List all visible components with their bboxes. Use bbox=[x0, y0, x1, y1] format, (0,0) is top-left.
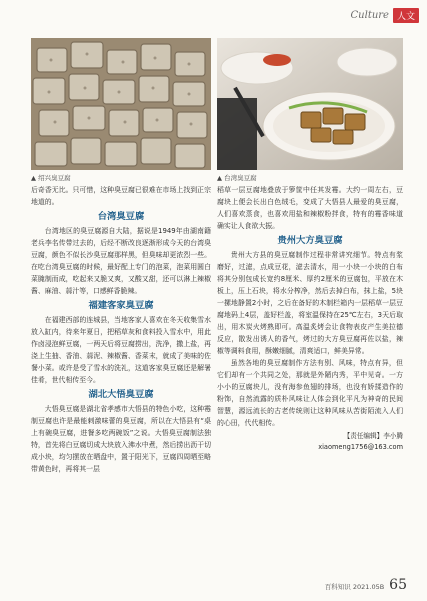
paragraph: 虽然各地的臭豆腐制作方法有别、风味，特点有异，但它们却有一个共同之处，那就是外陋内秀，平中见奇。一方小小的豆腐块儿，没有海参鱼翅的排场，也没有娇揉造作的粉饰，自然流露的质朴风味让人体会到化平凡为神奇的民间智慧，源远流长的古老传统则让这种风味从苦街陌流入人们的心田，代代相传。 bbox=[217, 359, 403, 427]
page-footer bbox=[325, 577, 407, 593]
photo-caption-left: ▲ 绍兴臭豆腐 bbox=[31, 174, 71, 182]
paragraph: 大悟臭豆腐是湖北省孝感市大悟县的特色小吃，这种霉制豆腐也许是最能刺激味蕾的臭豆腐，所以在大悟县有“桌上有碗臭豆腐，进餐多吃两碗饭”之说。大悟臭豆腐制法独特，首先将白豆腐切成大块放入沸水中煮，然后捞出沥干切成小块，均匀摆放在晒盘中，置于阳光下，豆腐四周晒至略带黄色时，再将其一层 bbox=[31, 405, 211, 473]
photo-taiwan-tofu bbox=[217, 38, 403, 170]
paragraph: 稻草一层豆腐地叠放于箩筐中任其发霉。大约一周左右，豆腐块上便会长出白色绒毛，变成了大悟县人最爱的臭豆腐，人们喜欢蒸食，也喜欢用盐和辣椒粉拌食，特有的霉香味道确实让人食欲大振。 bbox=[217, 186, 403, 230]
subheading-fujian: 福建客家臭豆腐 bbox=[88, 300, 154, 311]
photo-shaoxing-tofu bbox=[31, 38, 211, 170]
paragraph: 在福建西部的连城县，当地客家人喜欢在冬天收集雪水放入缸内，待来年夏日，把稻草灰和食料投入雪水中，用此作卤浸泡鲜豆腐，一两天后将豆腐捞出，洗净，撒上盐，再浇上生抽、香油、蒜泥、辣椒酱、香菜末，就成了美味的佐餐小菜。或许是受了雪水的洗礼，这道客家臭豆腐还是解暑佳肴，世代相传至今。 bbox=[31, 316, 211, 384]
editor-email: xiaomeng1756@163.com bbox=[318, 443, 403, 451]
page-number: 65 bbox=[389, 577, 407, 593]
article-column-right bbox=[217, 184, 403, 453]
section-tag: 人文 bbox=[393, 8, 419, 23]
subheading-guizhou: 贵州大方臭豆腐 bbox=[277, 235, 343, 246]
editor-credit: 【责任编辑】李小腾 bbox=[343, 432, 403, 440]
section-header bbox=[351, 8, 419, 23]
article-column-left bbox=[31, 184, 211, 475]
subheading-hubei: 湖北大悟臭豆腐 bbox=[88, 389, 154, 400]
magazine-issue: 百科知识 2021.05B bbox=[324, 583, 385, 591]
subheading-taiwan: 台湾臭豆腐 bbox=[97, 211, 145, 222]
paragraph: 贵州大方县的臭豆腐制作过程非常讲究细节。特点有浆磨好，过滤，点成豆花，滤去清水，用一小块一小块的白布将其分别包成长宽约8厘米、厚约2厘米的豆腐包，平放在木板上，压上石块，将水分榨净，然后去掉白布，抹上盐，5块一摞地静置2小时，之后在备好的木制栏箱内一层稻草一层豆腐地码上4层，盖好栏盖，将室温保持在25℃左右，3天后取出，用木炭火烤熟即可。高温炙烤会让食物表皮产生美拉德反应，散发出诱人的香气，烤过的大方臭豆腐再佐以盐，辣椒等调料食用，酥嫩细腻，清爽适口，鲜美异常。 bbox=[217, 251, 403, 355]
paragraph: 后奇香无比。只可惜，这种臭豆腐已很难在市场上找到正宗地道的。 bbox=[31, 186, 211, 206]
paragraph: 台湾地区的臭豆腐源自大陆，据说是1949年由湖南籍老兵李名传带过去的，后经不断改良逐渐形成今天的台湾臭豆腐，颜色不似长沙臭豆腐那样黑，但臭味却更浓烈一些。在吃台湾臭豆腐的时候，最好配上专门的泡菜，泡菜用圆白菜腌制而成，吃起来又脆又爽，又酸又甜，还可以淋上辣椒酱、麻油、蒜汁等，口感鲜香脆辣。 bbox=[31, 227, 211, 295]
photo-caption-right: ▲ 台湾臭豆腐 bbox=[217, 174, 257, 182]
section-title-en: Culture bbox=[350, 10, 389, 21]
